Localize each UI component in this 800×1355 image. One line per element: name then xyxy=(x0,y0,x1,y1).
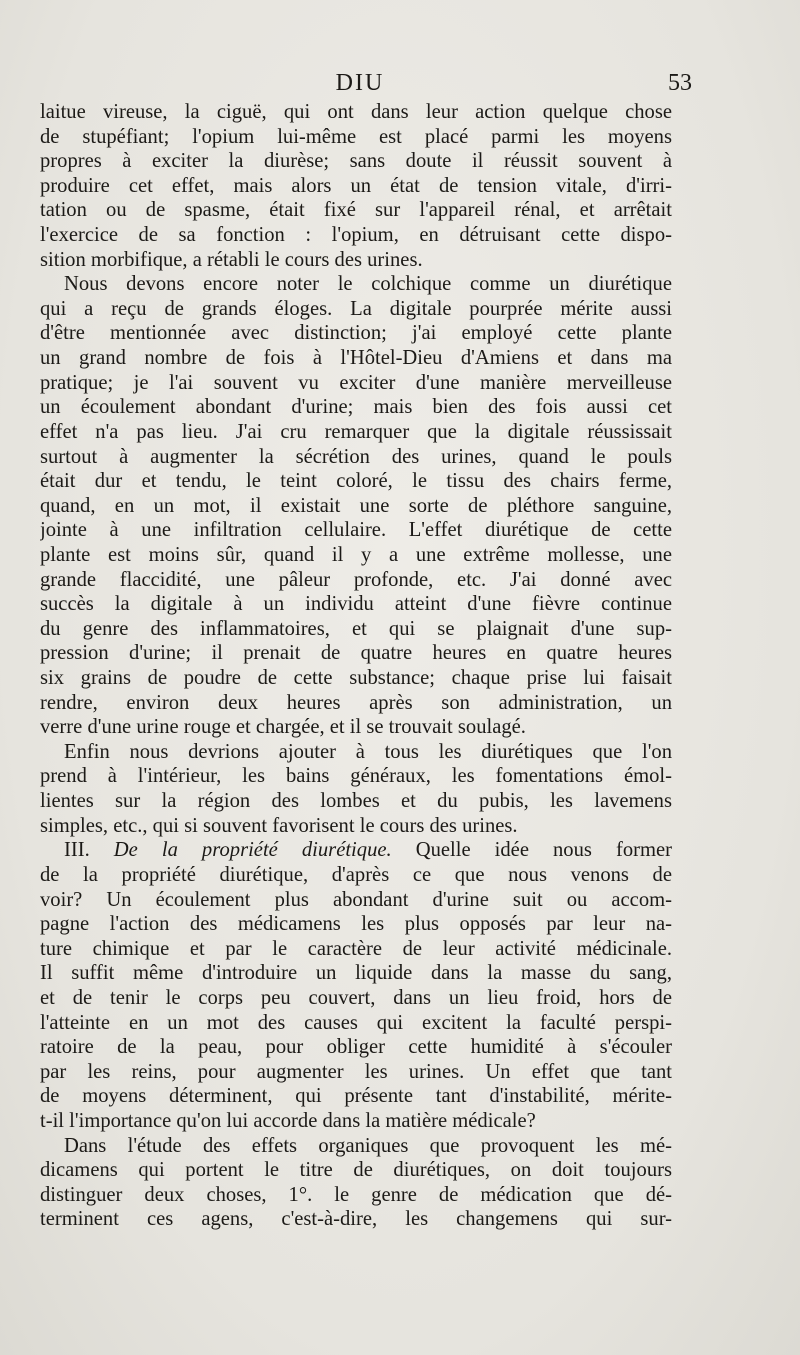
text-line: quand, en un mot, il existait une sorte de pléthore sanguine, xyxy=(40,494,672,517)
text-line: Dans l'étude des effets organiques que provoquent les mé- xyxy=(64,1134,672,1157)
text-line-tail: Quelle idée nous former xyxy=(415,839,672,862)
text-line: Il suffit même d'introduire un liquide dans la masse du sang, xyxy=(40,962,672,985)
text-line: de stupéfiant; l'opium lui-même est placé parmi les moyens xyxy=(40,125,672,148)
text-line: rendre, environ deux heures après son administration, un xyxy=(40,691,672,714)
body-text xyxy=(40,100,672,1232)
text-line: jointe à une infiltration cellulaire. L'effet diurétique de cette xyxy=(40,519,672,542)
text-line: succès la digitale à un individu atteint d'une fièvre continue xyxy=(40,593,672,616)
page-number: 53 xyxy=(668,70,692,96)
text-line: était dur et tendu, le teint coloré, le tissu des chairs ferme, xyxy=(40,470,672,493)
text-line: un écoulement abondant d'urine; mais bien des fois aussi cet xyxy=(40,396,672,419)
text-line: t-il l'importance qu'on lui accorde dans la matière médicale? xyxy=(40,1109,536,1132)
section-number: III. xyxy=(64,839,90,862)
text-line: grande flaccidité, une pâleur profonde, etc. J'ai donné avec xyxy=(40,568,672,591)
text-line: l'atteinte en un mot des causes qui excitent la faculté perspi- xyxy=(40,1011,672,1034)
text-line: tation ou de spasme, était fixé sur l'appareil rénal, et arrêtait xyxy=(40,199,672,222)
text-line: verre d'une urine rouge et chargée, et il se trouvait soulagé. xyxy=(40,716,526,739)
text-line: voir? Un écoulement plus abondant d'urine suit ou accom- xyxy=(40,888,672,911)
text-line: du genre des inflammatoires, et qui se plaignait d'une sup- xyxy=(40,617,672,640)
text-line: pagne l'action des médicamens les plus opposés par leur na- xyxy=(40,913,672,936)
text-line: pression d'urine; il prenait de quatre heures en quatre heures xyxy=(40,642,672,665)
text-line: sition morbifique, a rétabli le cours des urines. xyxy=(40,248,423,271)
text-line: six grains de poudre de cette substance; chaque prise lui faisait xyxy=(40,667,672,690)
text-line: plante est moins sûr, quand il y a une extrême mollesse, une xyxy=(40,543,672,566)
text-line: terminent ces agens, c'est-à-dire, les changemens qui sur- xyxy=(40,1208,672,1231)
text-line: et de tenir le corps peu couvert, dans un lieu froid, hors de xyxy=(40,986,672,1009)
text-line: lientes sur la région des lombes et du pubis, les lavemens xyxy=(40,790,672,813)
text-line: propres à exciter la diurèse; sans doute il réussit souvent à xyxy=(40,150,672,173)
text-line: qui a reçu de grands éloges. La digitale pourprée mérite aussi xyxy=(40,297,672,320)
text-line: laitue vireuse, la ciguë, qui ont dans leur action quelque chose xyxy=(40,101,672,123)
running-head: DIU xyxy=(335,70,385,96)
text-line: distinguer deux choses, 1°. le genre de médication que dé- xyxy=(40,1183,672,1206)
text-line: simples, etc., qui si souvent favorisent le cours des urines. xyxy=(40,814,518,837)
text-line: Enfin nous devrions ajouter à tous les diurétiques que l'on xyxy=(64,740,672,763)
text-line: pratique; je l'ai souvent vu exciter d'une manière merveilleuse xyxy=(40,371,672,394)
text-line: de moyens déterminent, qui présente tant d'instabilité, mérite- xyxy=(40,1085,672,1108)
section-title: De la propriété diurétique. xyxy=(113,839,392,862)
text-line: de la propriété diurétique, d'après ce que nous venons de xyxy=(40,863,672,886)
text-line: un grand nombre de fois à l'Hôtel-Dieu d'Amiens et dans ma xyxy=(40,347,672,370)
text-line: effet n'a pas lieu. J'ai cru remarquer que la digitale réussissait xyxy=(40,420,672,443)
section-heading-line xyxy=(40,838,672,863)
text-line: produire cet effet, mais alors un état de tension vitale, d'irri- xyxy=(40,174,672,197)
text-line: prend à l'intérieur, les bains généraux, les fomentations émol- xyxy=(40,765,672,788)
page-header xyxy=(40,70,692,104)
text-line: surtout à augmenter la sécrétion des urines, quand le pouls xyxy=(40,445,672,468)
text-line: par les reins, pour augmenter les urines. Un effet que tant xyxy=(40,1060,672,1083)
text-line: dicamens qui portent le titre de diurétiques, on doit toujours xyxy=(40,1159,672,1182)
text-line: ratoire de la peau, pour obliger cette humidité à s'écouler xyxy=(40,1036,672,1059)
text-line: ture chimique et par le caractère de leur activité médicinale. xyxy=(40,937,672,960)
text-line: Nous devons encore noter le colchique comme un diurétique xyxy=(64,273,672,296)
text-line: d'être mentionnée avec distinction; j'ai employé cette plante xyxy=(40,322,672,345)
text-line: l'exercice de sa fonction : l'opium, en détruisant cette dispo- xyxy=(40,224,672,247)
